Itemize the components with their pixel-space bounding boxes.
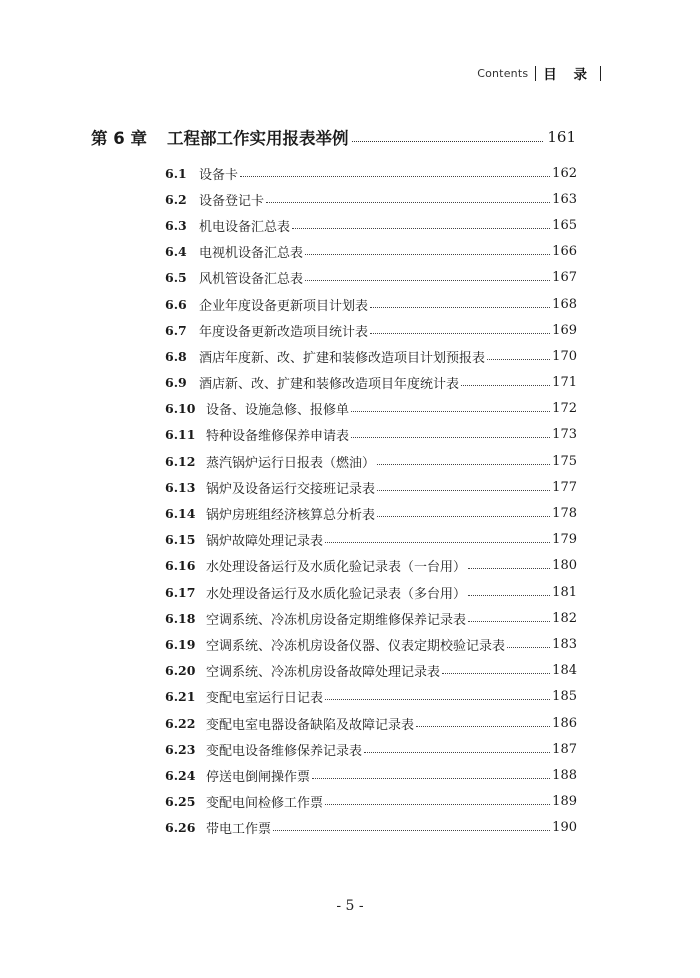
entry-page: 171 [552,375,577,391]
toc-entry[interactable] [165,605,577,631]
entry-number: 6.19 [165,636,196,652]
entry-number: 6.21 [165,689,196,705]
entry-title: 特种设备维修保养申请表 [206,429,350,445]
toc-entry[interactable] [165,160,577,186]
toc-entry[interactable] [165,789,577,815]
entry-number: 6.2 [165,191,187,207]
leader-dots [416,726,550,727]
toc-entry[interactable] [165,527,577,553]
leader-dots [370,307,550,308]
entry-page: 165 [552,217,577,233]
leader-dots [240,176,550,177]
toc-entry[interactable] [165,579,577,605]
entry-title: 变配电设备维修保养记录表 [206,743,363,759]
entry-title: 锅炉及设备运行交接班记录表 [206,481,376,497]
leader-dots [325,699,550,700]
entry-title: 水处理设备运行及水质化验记录表（一台用） [206,560,467,576]
entry-title: 电视机设备汇总表 [199,246,304,262]
leader-dots [370,333,550,334]
entry-title: 设备卡 [199,167,239,183]
entry-number: 6.15 [165,532,196,548]
entry-title: 变配电室运行日记表 [206,691,324,707]
entry-page: 170 [552,348,577,364]
toc-entry[interactable] [165,631,577,657]
entry-title: 空调系统、冷冻机房设备定期维修保养记录表 [206,612,467,628]
entry-page: 169 [552,322,577,338]
leader-dots [266,202,550,203]
entry-number: 6.14 [165,506,196,522]
entry-page: 182 [552,610,577,626]
entry-number: 6.9 [165,375,187,391]
leader-dots [305,280,550,281]
leader-dots [468,621,550,622]
chapter-page: 161 [547,128,576,146]
entry-page: 178 [552,506,577,522]
leader-dots [468,595,550,596]
leader-dots [461,385,550,386]
entry-page: 186 [552,715,577,731]
page-number: - 5 - [336,898,364,914]
entry-number: 6.22 [165,715,196,731]
contents-label: Contents [477,66,529,80]
leader-dots [487,359,550,360]
entry-page: 187 [552,741,577,757]
entry-number: 6.26 [165,820,196,836]
entry-page: 167 [552,270,577,286]
entry-number: 6.23 [165,741,196,757]
entry-title: 年度设备更新改造项目统计表 [199,324,369,340]
entry-number: 6.6 [165,296,187,312]
entry-number: 6.16 [165,558,196,574]
leader-dots [273,830,550,831]
toc-entry[interactable] [165,291,577,317]
entry-number: 6.13 [165,479,196,495]
toc-entry[interactable] [165,448,577,474]
entry-page: 180 [552,558,577,574]
entry-title: 变配电间检修工作票 [206,796,324,812]
entry-page: 190 [552,820,577,836]
entry-number: 6.4 [165,244,187,260]
toc-entry[interactable] [165,186,577,212]
leader-dots [305,254,550,255]
header-divider [535,66,536,81]
header-divider-right [600,66,601,81]
entry-page: 177 [552,479,577,495]
entry-number: 6.11 [165,427,196,443]
toc-entry[interactable] [165,370,577,396]
leader-dots [507,647,550,648]
leader-dots [351,437,550,438]
toc-entry[interactable] [165,762,577,788]
chapter-number: 第 6 章 [91,129,147,148]
entry-number: 6.1 [165,165,187,181]
entry-title: 蒸汽锅炉运行日报表（燃油） [206,455,376,471]
entry-page: 188 [552,767,577,783]
entry-number: 6.5 [165,270,187,286]
leader-dots [351,411,550,412]
entry-title: 机电设备汇总表 [199,219,291,235]
section-label: 目 录 [543,67,593,83]
page-header [477,63,608,83]
leader-dots [325,542,550,543]
entry-page: 172 [552,401,577,417]
toc-entries [165,160,577,841]
entry-page: 163 [552,191,577,207]
entry-page: 185 [552,689,577,705]
entry-number: 6.10 [165,401,196,417]
toc-entry[interactable] [165,239,577,265]
entry-page: 175 [552,453,577,469]
toc-entry[interactable] [165,684,577,710]
toc-entry[interactable] [165,815,577,841]
entry-title: 带电工作票 [206,822,272,838]
entry-title: 锅炉故障处理记录表 [206,534,324,550]
entry-number: 6.12 [165,453,196,469]
entry-title: 酒店年度新、改、扩建和装修改造项目计划预报表 [199,350,486,366]
entry-number: 6.25 [165,794,196,810]
chapter-title: 工程部工作实用报表举例 [166,129,349,148]
toc-entry[interactable] [165,396,577,422]
toc-entry[interactable] [165,343,577,369]
entry-page: 162 [552,165,577,181]
entry-page: 189 [552,794,577,810]
entry-number: 6.20 [165,663,196,679]
toc-entry[interactable] [165,710,577,736]
entry-number: 6.24 [165,767,196,783]
entry-title: 设备登记卡 [199,193,265,209]
leader-dots [352,141,543,142]
toc-entry[interactable] [165,553,577,579]
entry-page: 181 [552,584,577,600]
entry-page: 183 [552,636,577,652]
leader-dots [377,464,550,465]
leader-dots [364,752,550,753]
toc-entry[interactable] [165,265,577,291]
entry-page: 184 [552,663,577,679]
entry-number: 6.8 [165,348,187,364]
leader-dots [442,673,550,674]
entry-title: 锅炉房班组经济核算总分析表 [206,508,376,524]
entry-page: 173 [552,427,577,443]
entry-title: 停送电倒闸操作票 [206,769,311,785]
entry-title: 风机管设备汇总表 [199,272,304,288]
entry-title: 设备、设施急修、报修单 [206,403,350,419]
entry-number: 6.3 [165,217,187,233]
entry-title: 空调系统、冷冻机房设备仪器、仪表定期校验记录表 [206,638,506,654]
entry-page: 168 [552,296,577,312]
entry-page: 179 [552,532,577,548]
entry-title: 企业年度设备更新项目计划表 [199,298,369,314]
leader-dots [325,804,550,805]
entry-title: 酒店新、改、扩建和装修改造项目年度统计表 [199,377,460,393]
entry-title: 变配电室电器设备缺陷及故障记录表 [206,717,415,733]
entry-page: 166 [552,244,577,260]
toc-entry[interactable] [165,474,577,500]
entry-number: 6.17 [165,584,196,600]
entry-number: 6.18 [165,610,196,626]
toc-entry[interactable] [165,422,577,448]
leader-dots [468,568,550,569]
toc-entry[interactable] [165,317,577,343]
toc-entry[interactable] [165,736,577,762]
chapter-heading[interactable] [91,123,576,151]
entry-title: 水处理设备运行及水质化验记录表（多台用） [206,586,467,602]
entry-number: 6.7 [165,322,187,338]
leader-dots [292,228,550,229]
entry-title: 空调系统、冷冻机房设备故障处理记录表 [206,665,441,681]
toc-entry[interactable] [165,658,577,684]
leader-dots [312,778,550,779]
leader-dots [377,516,550,517]
toc-entry[interactable] [165,212,577,238]
leader-dots [377,490,550,491]
toc-entry[interactable] [165,500,577,526]
